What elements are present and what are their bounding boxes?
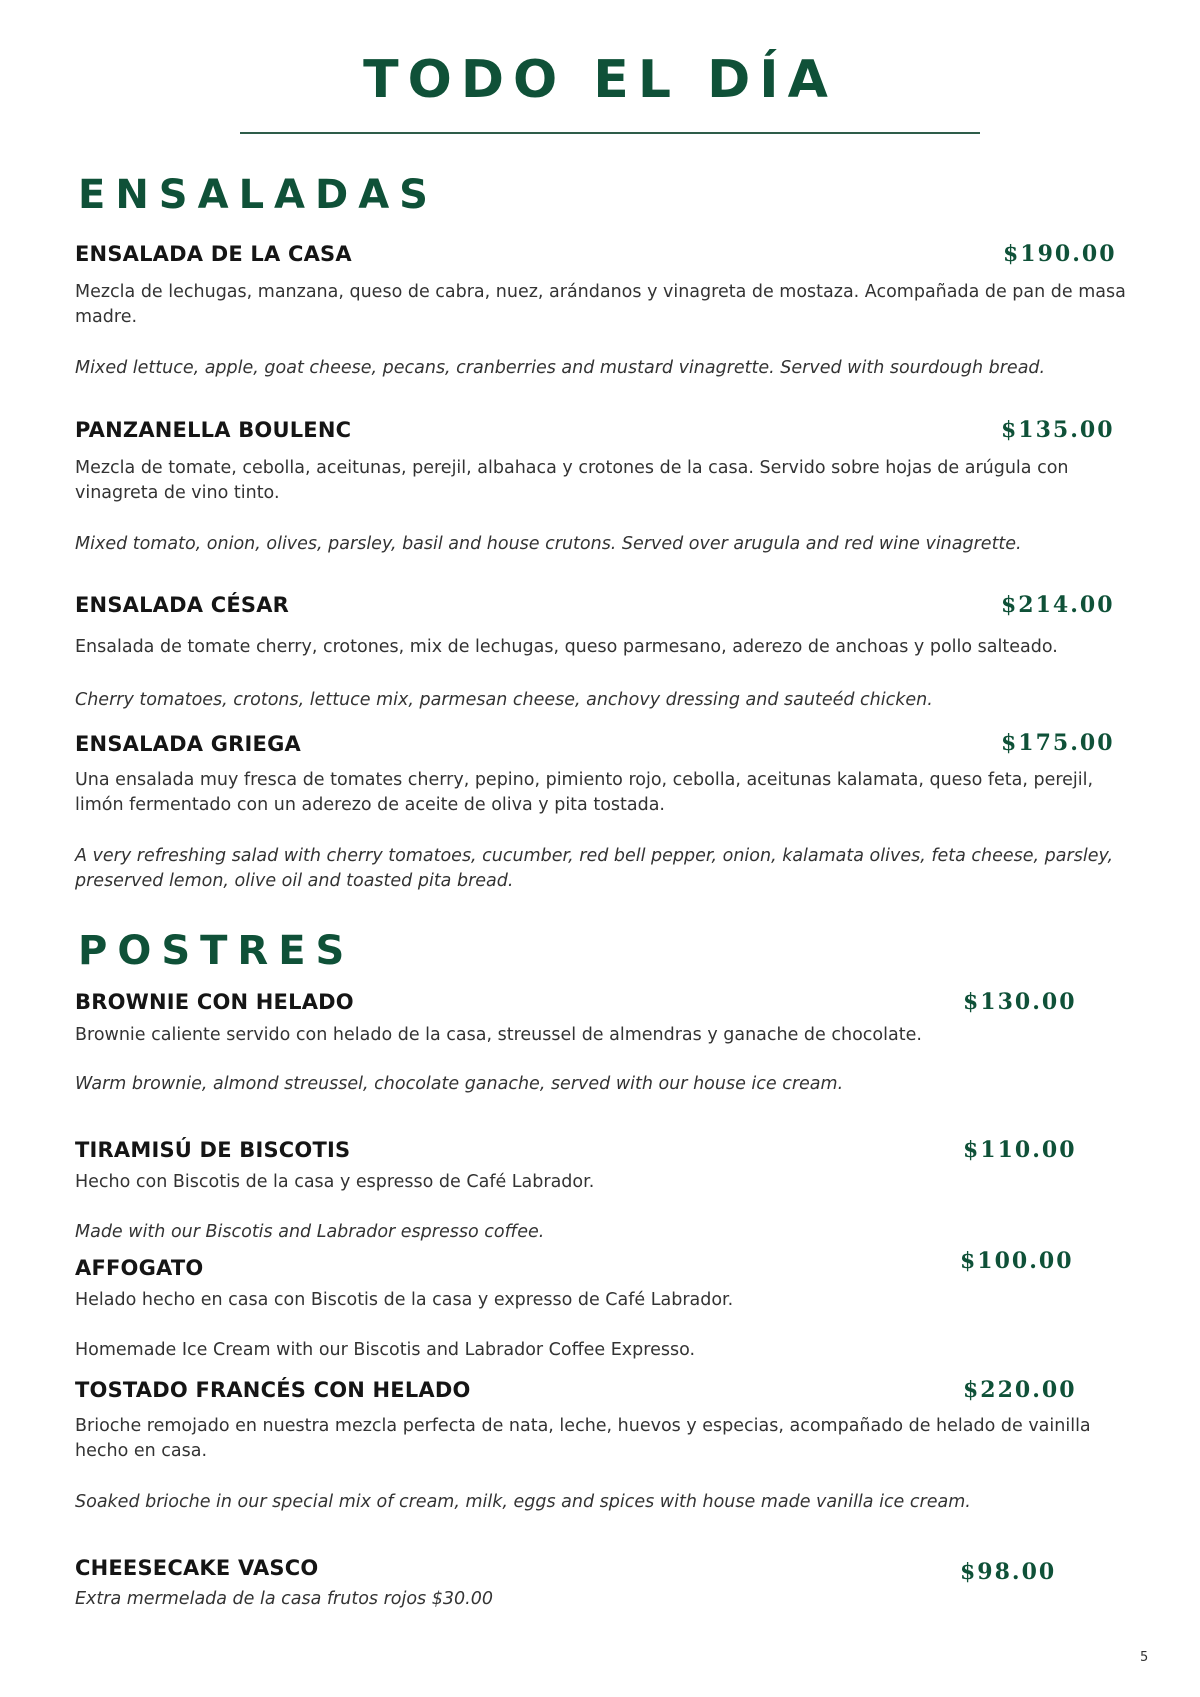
item-name: TIRAMISÚ DE BISCOTIS — [75, 1138, 351, 1162]
item-price: $130.00 — [963, 989, 1077, 1015]
item-price: $190.00 — [1003, 241, 1117, 267]
item-description-en: Mixed lettuce, apple, goat cheese, pecans, cranberries and mustard vinagrette. Served with sourdough bread. — [75, 358, 1046, 378]
item-name: AFFOGATO — [75, 1256, 204, 1280]
item-price: $214.00 — [1001, 592, 1115, 618]
item-description-es: Hecho con Biscotis de la casa y espresso de Café Labrador. — [75, 1172, 595, 1192]
item-description-es: Mezcla de tomate, cebolla, aceitunas, perejil, albahaca y crotones de la casa. Servido sobre hojas de arúgula con vinagreta de vino tinto. — [75, 458, 1069, 503]
item-description-es: Ensalada de tomate cherry, crotones, mix de lechugas, queso parmesano, aderezo de anchoas y pollo salteado. — [75, 637, 1058, 657]
item-price: $110.00 — [963, 1137, 1077, 1163]
section-title-postres: POSTRES — [78, 928, 355, 974]
item-name: ENSALADA GRIEGA — [75, 732, 301, 756]
item-price: $98.00 — [960, 1559, 1057, 1585]
item-name: PANZANELLA BOULENC — [75, 418, 352, 442]
title-divider — [240, 132, 980, 134]
item-description-es: Helado hecho en casa con Biscotis de la casa y expresso de Café Labrador. — [75, 1290, 734, 1310]
item-description-en: Mixed tomato, onion, olives, parsley, basil and house crutons. Served over arugula and red wine vinagrette. — [75, 534, 1022, 554]
section-title-ensaladas: ENSALADAS — [78, 172, 438, 218]
item-price: $100.00 — [960, 1248, 1074, 1274]
item-description-es: Mezcla de lechugas, manzana, queso de cabra, nuez, arándanos y vinagreta de mostaza. Acompañada de pan de masa madre. — [75, 282, 1126, 327]
item-description-en: Homemade Ice Cream with our Biscotis and Labrador Coffee Expresso. — [75, 1340, 696, 1360]
item-name: TOSTADO FRANCÉS CON HELADO — [75, 1378, 471, 1402]
page-number: 5 — [1140, 1650, 1149, 1665]
item-price: $135.00 — [1001, 417, 1115, 443]
item-extra-note: Extra mermelada de la casa frutos rojos $30.00 — [75, 1589, 493, 1609]
item-description-en: Soaked brioche in our special mix of cream, milk, eggs and spices with house made vanilla ice cream. — [75, 1492, 971, 1512]
page-title: TODO EL DÍA — [363, 50, 837, 110]
item-description-es: Brownie caliente servido con helado de la casa, streussel de almendras y ganache de chocolate. — [75, 1025, 922, 1045]
item-name: CHEESECAKE VASCO — [75, 1556, 319, 1580]
item-name: ENSALADA DE LA CASA — [75, 242, 352, 266]
item-name: BROWNIE CON HELADO — [75, 990, 354, 1014]
item-name: ENSALADA CÉSAR — [75, 593, 290, 617]
item-description-en: Warm brownie, almond streussel, chocolate ganache, served with our house ice cream. — [75, 1074, 844, 1094]
item-description-en: Made with our Biscotis and Labrador espresso coffee. — [75, 1222, 545, 1242]
item-description-en: A very refreshing salad with cherry tomatoes, cucumber, red bell pepper, onion, kalamata olives, feta cheese, parsley, preserved lemon, olive oil and toasted pita bread. — [75, 846, 1114, 891]
item-description-es: Una ensalada muy fresca de tomates cherry, pepino, pimiento rojo, cebolla, aceitunas kalamata, queso feta, perejil, limón fermentado con un aderezo de aceite de oliva y pita tostada. — [75, 770, 1094, 815]
item-price: $220.00 — [963, 1377, 1077, 1403]
item-price: $175.00 — [1001, 730, 1115, 756]
item-description-es: Brioche remojado en nuestra mezcla perfecta de nata, leche, huevos y especias, acompañado de helado de vainilla hecho en casa. — [75, 1416, 1091, 1461]
item-description-en: Cherry tomatoes, crotons, lettuce mix, parmesan cheese, anchovy dressing and sauteéd chicken. — [75, 690, 933, 710]
